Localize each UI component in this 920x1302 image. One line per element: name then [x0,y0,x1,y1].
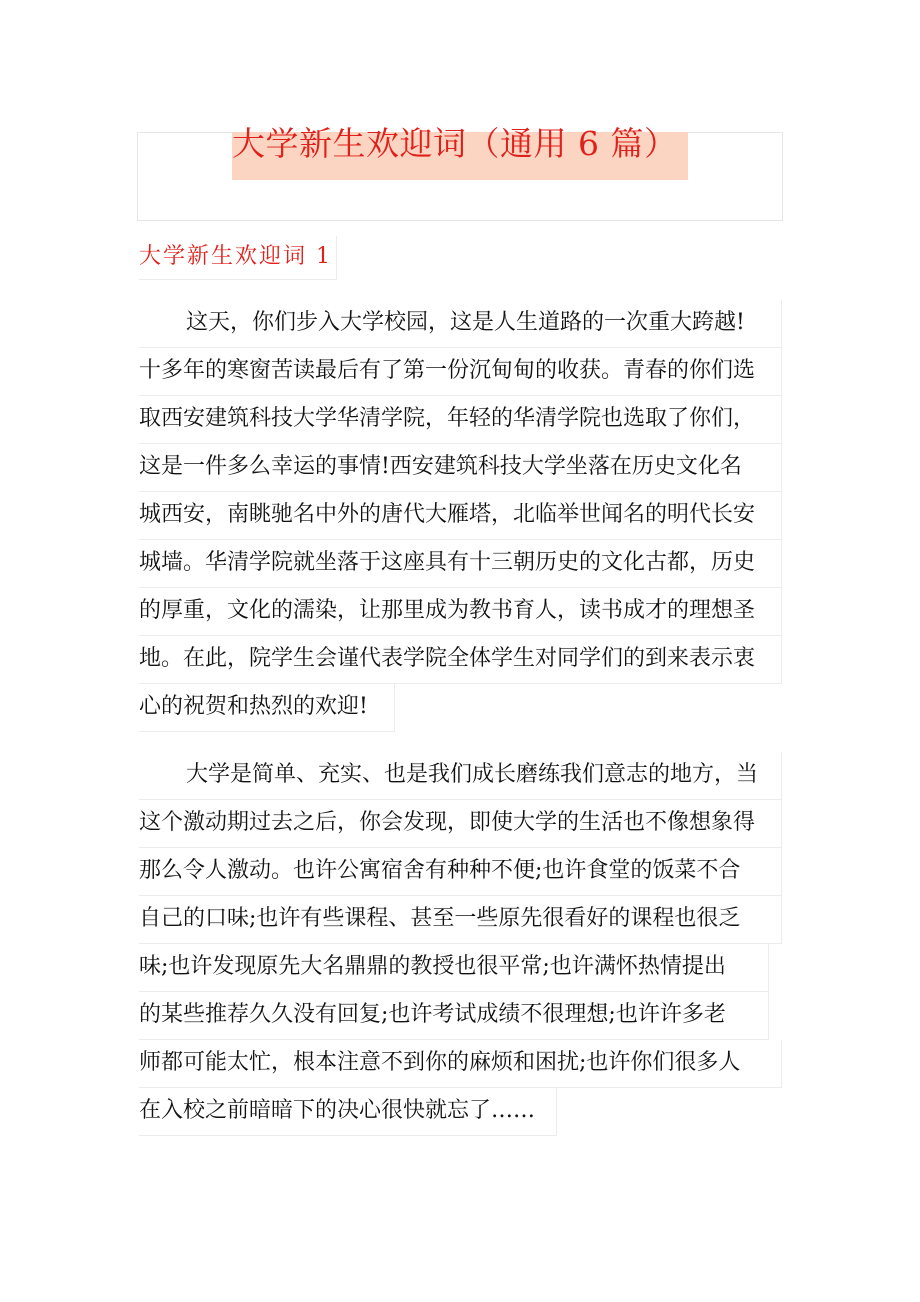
paragraph-line: 自己的口味;也许有些课程、甚至一些原先很看好的课程也很乏 [139,896,782,944]
paragraph-line: 地。在此，院学生会谨代表学院全体学生对同学们的到来表示衷 [139,636,782,684]
paragraph-line: 城墙。华清学院就坐落于这座具有十三朝历史的文化古都，历史 [139,540,782,588]
paragraph-line: 大学是简单、充实、也是我们成长磨练我们意志的地方，当 [139,752,782,800]
paragraph-line: 取西安建筑科技大学华清学院，年轻的华清学院也选取了你们， [139,396,782,444]
paragraph-line: 的某些推荐久久没有回复;也许考试成绩不很理想;也许许多老 [139,992,769,1040]
paragraph-line: 这天，你们步入大学校园，这是人生道路的一次重大跨越! [139,300,782,348]
document-title: 大学新生欢迎词（通用 6 篇） [232,124,678,163]
section-heading: 大学新生欢迎词 1 [139,236,337,280]
paragraph-line: 心的祝贺和热烈的欢迎! [139,684,395,732]
paragraph-line: 城西安，南眺驰名中外的唐代大雁塔，北临举世闻名的明代长安 [139,492,782,540]
paragraph-line: 这个激动期过去之后，你会发现，即使大学的生活也不像想象得 [139,800,782,848]
paragraph-line: 十多年的寒窗苦读最后有了第一份沉甸甸的收获。青春的你们选 [139,348,782,396]
paragraph-line: 味;也许发现原先大名鼎鼎的教授也很平常;也许满怀热情提出 [139,944,769,992]
paragraph-line: 这是一件多么幸运的事情!西安建筑科技大学坐落在历史文化名 [139,444,782,492]
paragraph-line: 在入校之前暗暗下的决心很快就忘了…… [139,1088,557,1136]
paragraph-line: 那么令人激动。也许公寓宿舍有种种不便;也许食堂的饭菜不合 [139,848,782,896]
paragraph-1 [139,300,785,732]
paragraph-2 [139,752,785,1136]
paragraph-line: 的厚重，文化的濡染，让那里成为教书育人，读书成才的理想圣 [139,588,782,636]
paragraph-line: 师都可能太忙，根本注意不到你的麻烦和困扰;也许你们很多人 [139,1040,782,1088]
